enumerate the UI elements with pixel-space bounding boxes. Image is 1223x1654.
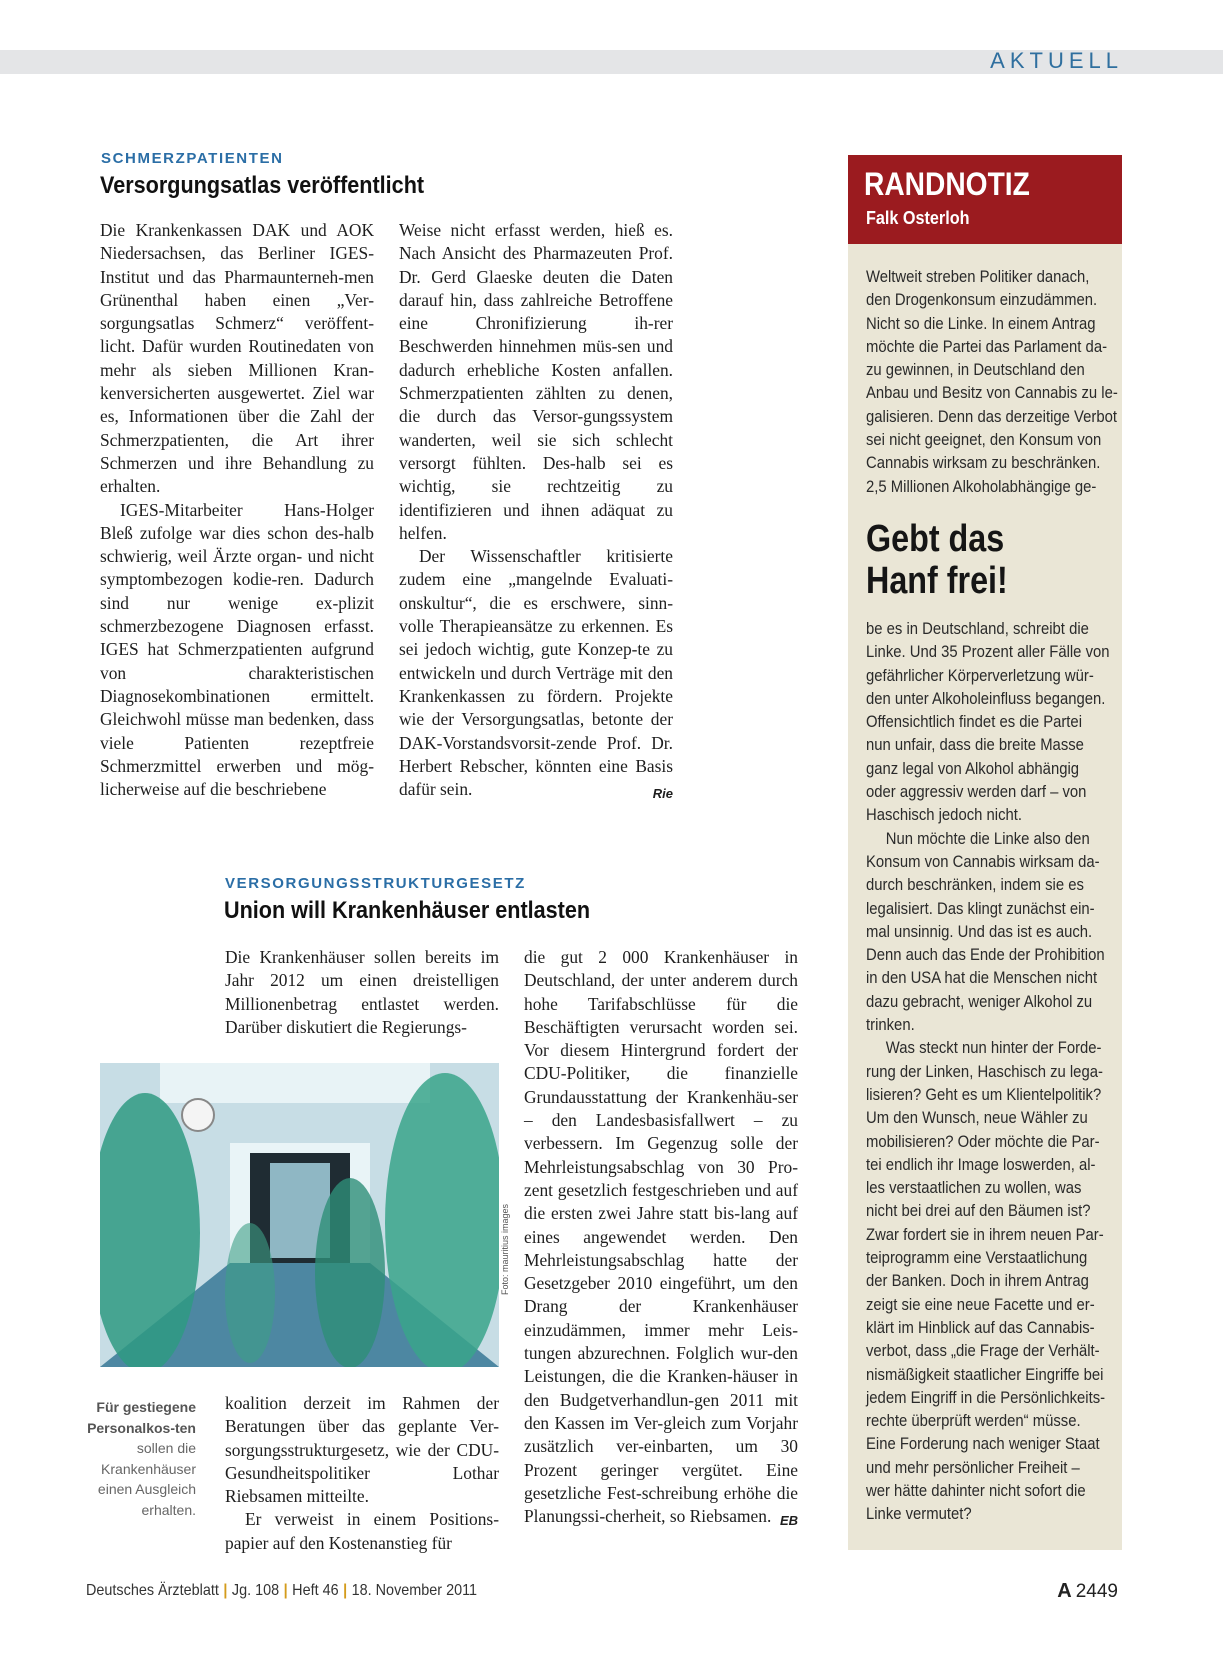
article1-column-2 <box>399 219 673 805</box>
randnotiz-title: RANDNOTIZ <box>864 166 1030 202</box>
footer-separator: | <box>223 1582 228 1599</box>
section-label: AKTUELL <box>990 48 1123 73</box>
article2-kicker: VERSORGUNGSSTRUKTURGESETZ <box>225 875 526 892</box>
article2-column-1-bottom <box>225 1392 499 1555</box>
article1-paragraph: Die Krankenkassen DAK und AOK Niedersachsen, das Berliner IGES-Institut und das Pharmaunterneh-men Grünenthal haben einen „Ver-sorgungsatlas Schmerz“ veröffent-licht. Dafür wurden Routinedaten von mehr als sieben Millionen Kran-kenversicherten ausgewertet. Ziel war es, Informationen über die Zahl der Schmerzpatienten, die Art ihrer Schmerzen und ihre Behandlung zu erhalten. <box>100 220 374 497</box>
randnotiz-body <box>866 618 1110 1527</box>
article1-kicker: SCHMERZPATIENTEN <box>101 150 284 167</box>
article1-title: Versorgungsatlas veröffentlicht <box>100 172 425 199</box>
article2-title: Union will Krankenhäuser entlasten <box>224 897 591 924</box>
article2-paragraph <box>524 946 798 1528</box>
article1-paragraph: Weise nicht erfasst werden, hieß es. Nach Ansicht des Pharmazeuten Prof. Dr. Gerd Glaeske deuten die Daten darauf hin, dass zahlreiche Betroffene eine Chronifizierung ih-rer Beschwerden hinnehmen müs-sen und dadurch erhebliche Kosten anfallen. Schmerzpatienten zählten zu denen, die durch das Versor-gungssystem wanderten, weil sie sich schlecht versorgt fühlten. Des-halb sei es wichtig, sie rechtzeitig zu identifizieren und ihnen adäquat zu helfen. <box>399 220 673 543</box>
footer-volume: Jg. 108 <box>231 1582 280 1599</box>
article1-paragraph <box>399 545 673 801</box>
article1-column-1 <box>100 219 374 801</box>
page-number <box>1057 1580 1118 1603</box>
article2-column-1-top <box>225 946 499 1039</box>
article2-column-2 <box>524 946 798 1532</box>
article2-signature: EB <box>779 1513 798 1529</box>
footer-separator: | <box>343 1582 348 1599</box>
footer-date: 18. November 2011 <box>351 1582 478 1599</box>
article1-signature: Rie <box>652 786 673 802</box>
article1-paragraph: IGES-Mitarbeiter Hans-Holger Bleß zufolge war dies schon des-halb schwierig, weil Ärzte organ- und nicht symptombezogen kodie-ren. Dadurch sind nur wenige ex-plizit schmerzbezogene Diagnosen erfasst. IGES hat Schmerzpatienten aufgrund von charakteristischen Diagnosekombinationen ermittelt. Gleichwohl müsse man bedenken, dass viele Patienten rezeptfreie Schmerzmittel erwerben und mög-licherweise auf die beschriebene <box>100 499 374 800</box>
caption-bold: Für gestiegene Personalkos-ten <box>87 1399 196 1436</box>
article2-paragraph: koalition derzeit im Rahmen der Beratungen über das geplante Ver-sorgungsstrukturgesetz, wie der CDU-Gesundheitspolitiker Lothar Riebsamen mitteilte. <box>225 1393 499 1507</box>
hospital-corridor-illustration <box>100 1063 499 1367</box>
article2-paragraph: Die Krankenhäuser sollen bereits im Jahr 2012 um einen dreistelligen Millionenbetrag entlastet werden. Darüber diskutiert die Regierungs- <box>225 947 499 1037</box>
photo-credit: Foto: mauritius images <box>500 1203 510 1295</box>
randnotiz-paragraph: Nun möchte die Linke also den Konsum von Cannabis wirksam da- durch beschränken, indem sie es legalisiert. Das klingt zunächst ein- mal unsinnig. Und das ist es auch. Denn auch das Ende der Prohibition in den USA hat die Menschen nicht dazu gebracht, weniger Alkohol zu trinken. <box>866 829 1105 1035</box>
page-prefix: A <box>1057 1580 1072 1602</box>
randnotiz-paragraph: be es in Deutschland, schreibt die Linke. Und 35 Prozent aller Fälle von gefährlicher Körperverletzung wür- den unter Alkoholeinfluss begangen. Offensichtlich findet es die Partei nun unfair, dass die breite Masse ganz legal von Alkohol abhängig oder aggressiv werden darf – von Haschisch jedoch nicht. <box>866 620 1110 825</box>
randnotiz-intro: Weltweit streben Politiker danach, den Drogenkonsum einzudämmen. Nicht so die Linke. In einem Antrag möchte die Partei das Parlament da- zu gewinnen, in Deutschland den Anbau und Besitz von Cannabis zu le- galisieren. Denn das derzeitige Verbot sei nicht geeignet, den Konsum von Cannabis wirksam zu beschränken. 2,5 Millionen Alkoholabhängige ge- <box>866 268 1118 496</box>
footer-separator: | <box>283 1582 288 1599</box>
footer-citation <box>86 1582 477 1600</box>
photo-caption <box>70 1397 196 1520</box>
article2-paragraph: Er verweist in einem Positions-papier auf den Kostenanstieg für <box>225 1509 499 1553</box>
footer-journal: Deutsches Ärzteblatt <box>86 1582 219 1599</box>
randnotiz-paragraph: Was steckt nun hinter der Forde- rung der Linken, Haschisch zu lega- lisieren? Geht es um Klientelpolitik? Um den Wunsch, neue Wähler zu mobilisieren? Oder möchte die Par- tei endlich ihr Image loswerden, al- les verstaatlichen zu wollen, was nicht bei drei auf den Bäumen ist? Zwar fordert sie in ihrem neuen Par- teiprogramm eine Verstaatlichung der Banken. Doch in ihrem Antrag zeigt sie eine neue Facette und er- klärt im Hinblick auf das Cannabis- verbot, dass „die Frage der Verhält- nismäßigkeit staatlicher Eingriffe bei jedem Eingriff in die Persönlichkeits- rechte überprüft werden“ müsse. Eine Forderung nach weniger Staat und mehr persönlicher Freiheit – wer hätte dahinter nicht sofort die Linke vermutet? <box>866 1039 1106 1524</box>
randnotiz-author: Falk Osterloh <box>866 208 970 228</box>
randnotiz-headline: Gebt das Hanf frei! <box>866 518 1008 602</box>
page-number-value: 2449 <box>1075 1581 1118 1602</box>
hospital-corridor-photo <box>100 1063 499 1367</box>
article1-paragraph-text: Der Wissenschaftler kritisierte zudem eine „mangelnde Evaluati-onskultur“, die es erschwere, sinn-volle Therapieansätze zu erkennen. Es sei jedoch wichtig, gute Konzep-te zu entwickeln und durch Verträge mit den Krankenkassen zu fördern. Projekte wie der Versorgungsatlas, betonte der DAK-Vorstandsvorsit-zende Prof. Dr. Herbert Rebscher, könnten eine Basis dafür sein. <box>399 546 673 800</box>
caption-text: sollen die Krankenhäuser einen Ausgleich erhalten. <box>97 1440 196 1518</box>
article2-paragraph-text: die gut 2 000 Krankenhäuser in Deutschland, der unter anderem durch hohe Tarifabschlüsse für die Beschäftigten verursacht worden sei. Vor diesem Hintergrund fordert der CDU-Politiker, die finanzielle Grundausstattung der Krankenhäu-ser – den Landesbasisfallwert – zu verbessern. Im Gegenzug solle der Mehrleistungsabschlag von 30 Pro-zent gesetzlich festgeschrieben und auf die ersten zwei Jahre statt bis-lang auf eines angewendet werden. Den Mehrleistungsabschlag hatte der Gesetzgeber 2010 eingeführt, um den Drang der Krankenhäuser einzudämmen, immer mehr Leis-tungen abzurechnen. Folglich wur-den Leistungen, die die Kranken-häuser in den Budgetverhandlun-gen 2011 mit den Kassen im Ver-gleich zum Vorjahr zusätzlich ver-einbarten, um 30 Prozent geringer vergütet. Eine gesetzliche Fest-schreibung erhöhe die Planungssi-cherheit, so Riebsamen. <box>524 947 798 1527</box>
footer-issue: Heft 46 <box>292 1582 339 1599</box>
